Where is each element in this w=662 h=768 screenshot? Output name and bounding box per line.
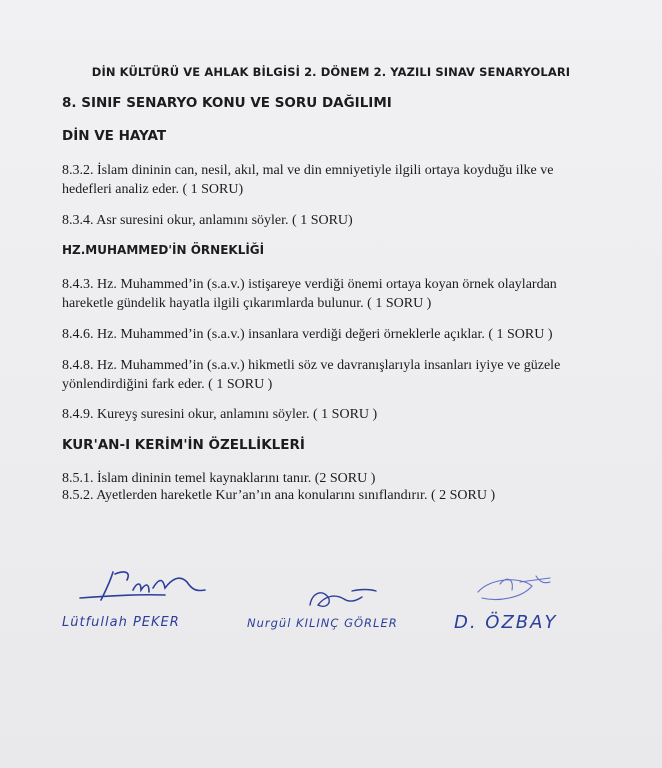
outcome-item: 8.4.9. Kureyş suresini okur, anlamını söyler. ( 1 SORU ) (62, 407, 378, 422)
outcome-item: 8.4.3. Hz. Muhammed’in (s.a.v.) istişareye verdiği önemi ortaya koyan örnek olaylardan hareketle gündelik hayatla ilgili çıkarımlarda bulunur. ( 1 SORU ) (62, 277, 557, 311)
signature-name-2: Nurgül KILINÇ GÖRLER (247, 616, 398, 630)
section-heading-din-ve-hayat: DİN VE HAYAT (62, 128, 167, 144)
outcome-item: 8.4.8. Hz. Muhammed’in (s.a.v.) hikmetli söz ve davranışlarıyla insanları iyiye ve güzele yönlendirdiğini fark eder. ( 1 SORU ) (62, 358, 561, 392)
signature-mark-2 (300, 583, 380, 613)
section-heading-hz-muhammed: HZ.MUHAMMED'İN ÖRNEKLİĞİ (62, 243, 265, 257)
signature-name-3: D. ÖZBAY (454, 612, 558, 633)
outcome-item: 8.5.2. Ayetlerden hareketle Kur’an’ın ana konularını sınıflandırır. ( 2 SORU ) (62, 488, 496, 503)
outcome-item: 8.3.2. İslam dininin can, nesil, akıl, mal ve din emniyetiyle ilgili ortaya koyduğu ilke ve hedefleri analiz eder. ( 1 SORU) (62, 163, 554, 197)
signature-mark-1 (75, 560, 215, 610)
outcome-item: 8.3.4. Asr suresini okur, anlamını söyler. ( 1 SORU) (62, 213, 353, 228)
document-title: DİN KÜLTÜRÜ VE AHLAK BİLGİSİ 2. DÖNEM 2. YAZILI SINAV SENARYOLARI (91, 65, 571, 79)
signature-mark-3 (470, 572, 560, 612)
signature-name-1: Lütfullah PEKER (62, 615, 180, 630)
document-subtitle: 8. SINIF SENARYO KONU VE SORU DAĞILIMI (62, 95, 392, 111)
outcome-item: 8.4.6. Hz. Muhammed’in (s.a.v.) insanlara verdiği değeri örneklerle açıklar. ( 1 SORU ) (62, 327, 553, 342)
section-heading-kuran-ozellikleri: KUR'AN-I KERİM'İN ÖZELLİKLERİ (62, 437, 305, 453)
outcome-item: 8.5.1. İslam dininin temel kaynaklarını tanır. (2 SORU ) (62, 471, 376, 486)
